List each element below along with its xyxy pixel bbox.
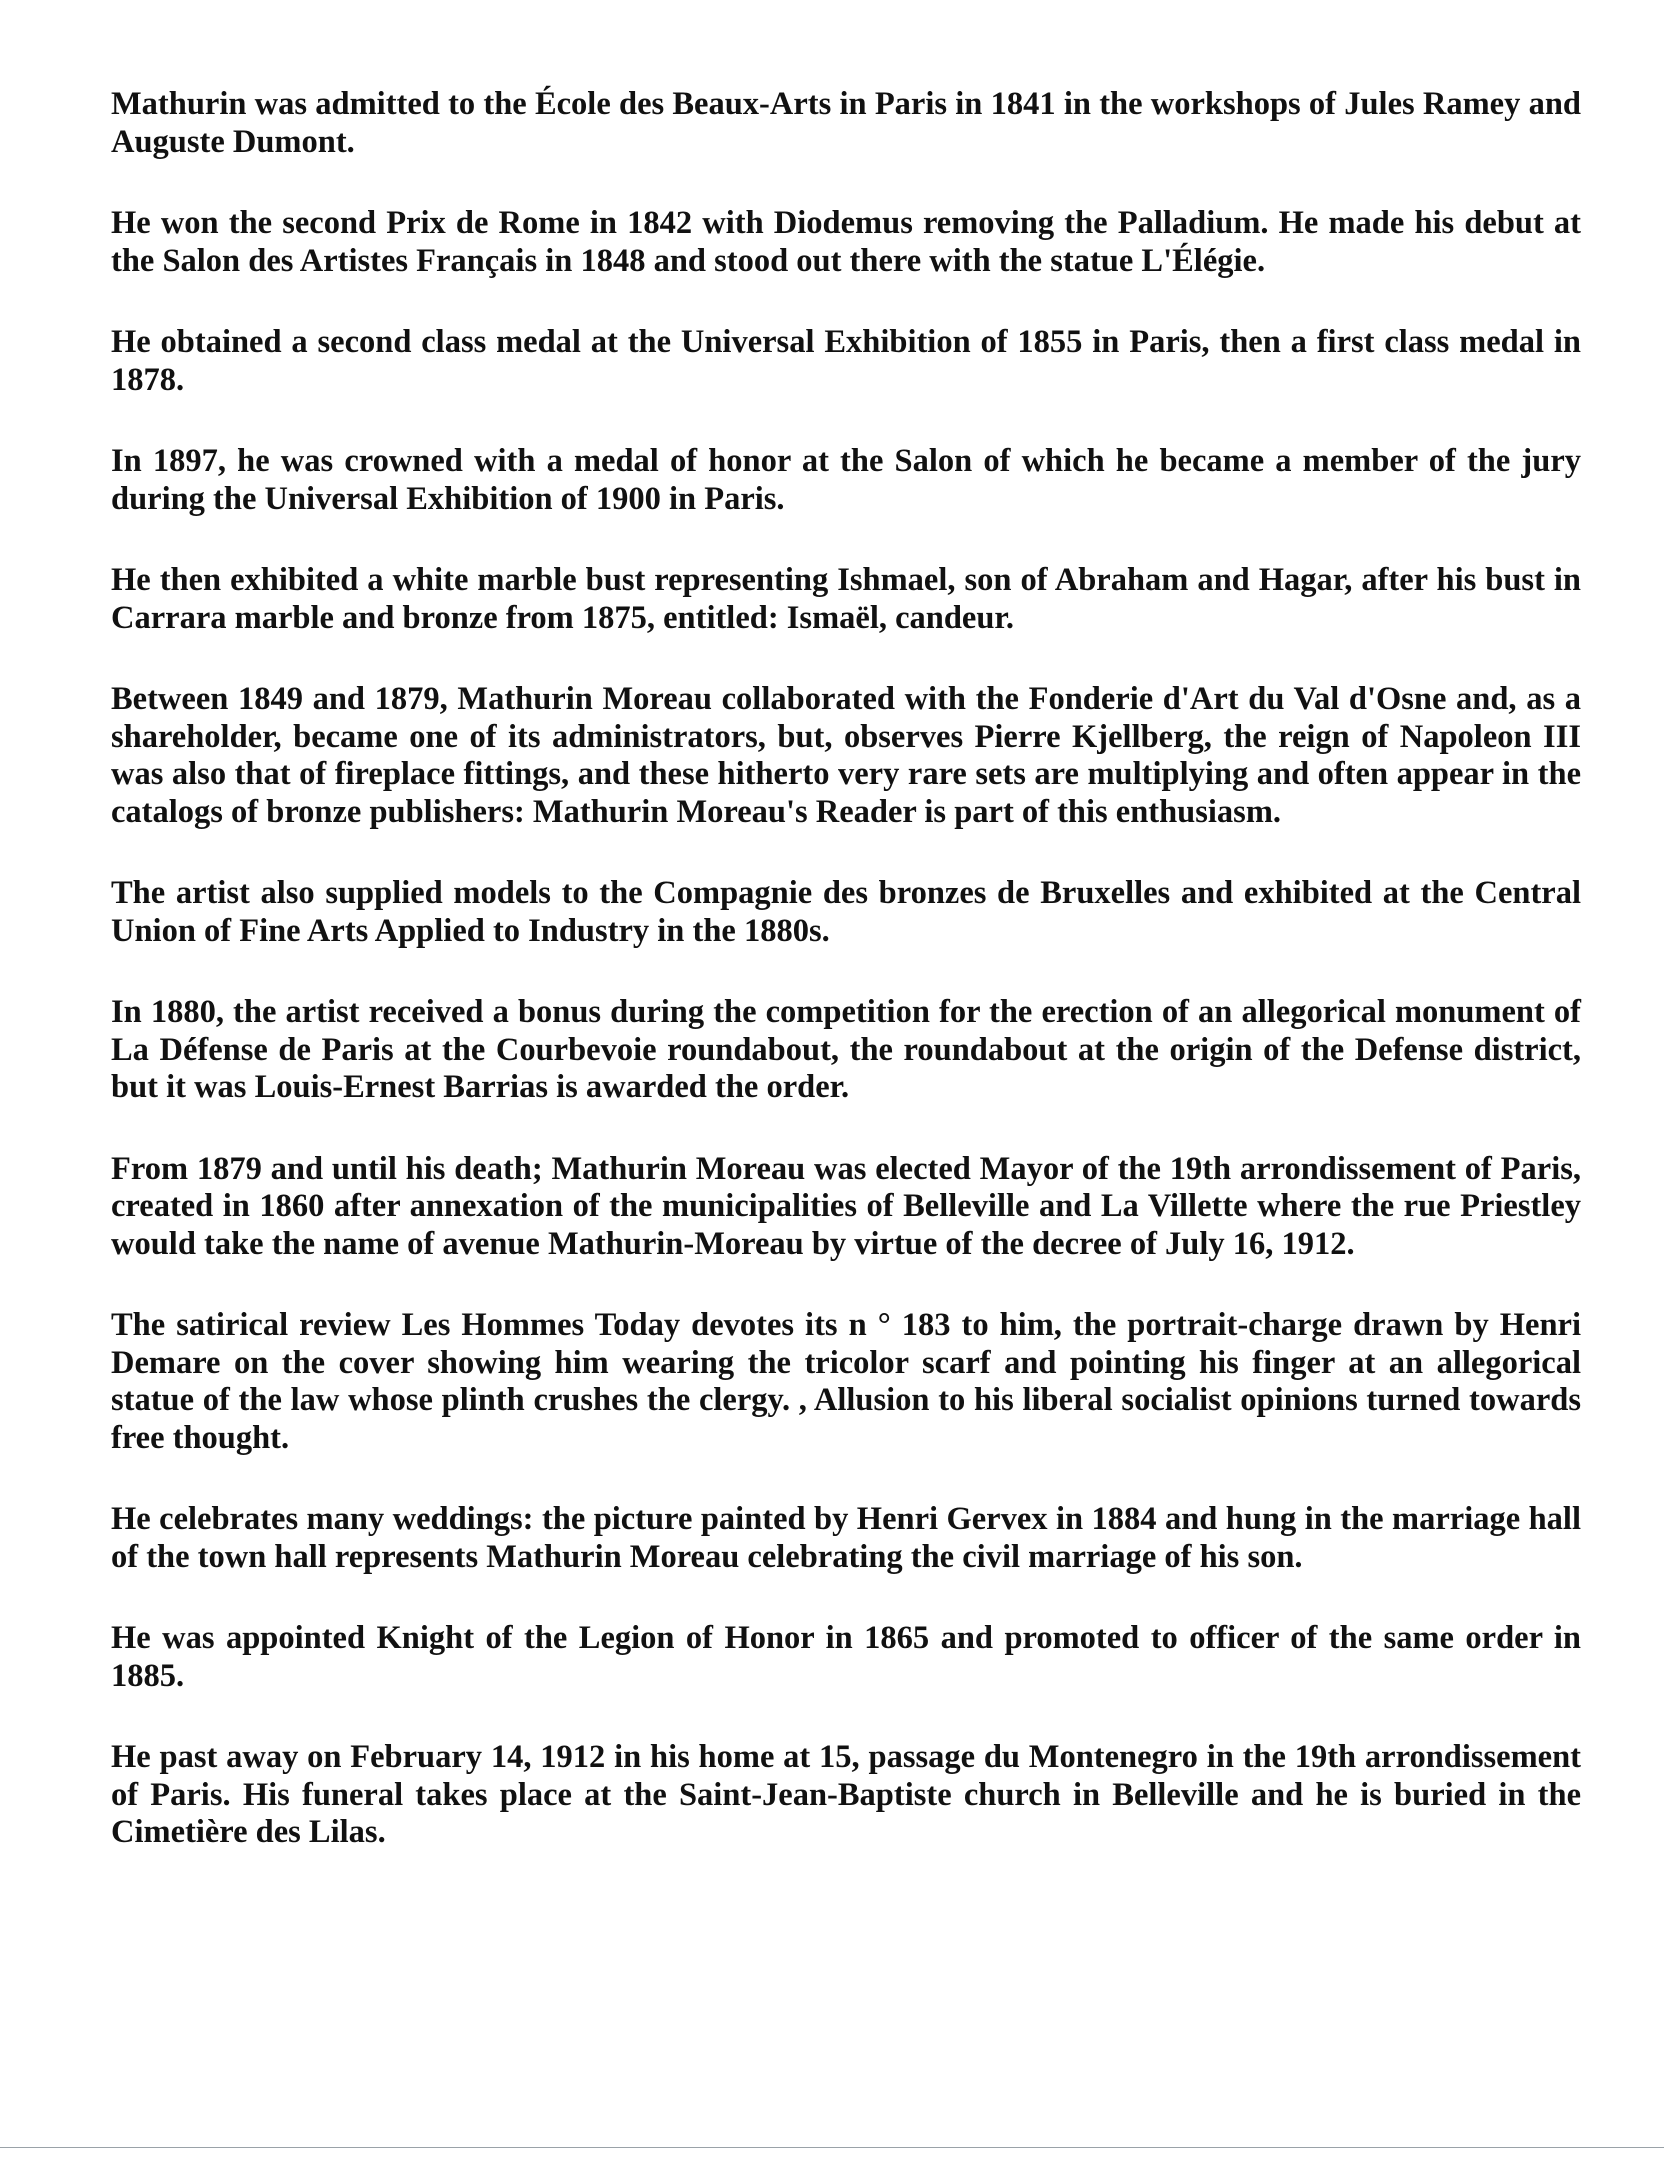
- paragraph: He past away on February 14, 1912 in his home at 15, passage du Montenegro in the 19th arrondissement of Paris. His funeral takes place at the Saint-Jean-Baptiste church in Belleville and he is buried in the Cimetière des Lilas.: [111, 1739, 1581, 1850]
- paragraph: Between 1849 and 1879, Mathurin Moreau collaborated with the Fonderie d'Art du Val d'Osne and, as a shareholder, became one of its administrators, but, observes Pierre Kjellberg, the reign of Napoleon III was also that of fireplace fittings, and these hitherto very rare sets are multiplying and often appear in the catalogs of bronze publishers: Mathurin Moreau's Reader is part of this enthusiasm.: [111, 681, 1581, 830]
- document-body: [111, 86, 1581, 1852]
- page-bottom-divider: [0, 2147, 1664, 2148]
- paragraph: In 1897, he was crowned with a medal of honor at the Salon of which he became a member of the jury during the Universal Exhibition of 1900 in Paris.: [111, 443, 1581, 517]
- paragraph: The satirical review Les Hommes Today devotes its n ° 183 to him, the portrait-charge drawn by Henri Demare on the cover showing him wearing the tricolor scarf and pointing his finger at an allegorical statue of the law whose plinth crushes the clergy. , Allusion to his liberal socialist opinions turned towards free thought.: [111, 1307, 1581, 1456]
- paragraph: From 1879 and until his death; Mathurin Moreau was elected Mayor of the 19th arrondissement of Paris, created in 1860 after annexation of the municipalities of Belleville and La Villette where the rue Priestley would take the name of avenue Mathurin-Moreau by virtue of the decree of July 16, 1912.: [111, 1150, 1581, 1262]
- paragraph: He obtained a second class medal at the Universal Exhibition of 1855 in Paris, then a first class medal in 1878.: [111, 324, 1581, 398]
- paragraph: He won the second Prix de Rome in 1842 with Diodemus removing the Palladium. He made his debut at the Salon des Artistes Français in 1848 and stood out there with the statue L'Élégie.: [111, 205, 1581, 279]
- paragraph: He celebrates many weddings: the picture painted by Henri Gervex in 1884 and hung in the marriage hall of the town hall represents Mathurin Moreau celebrating the civil marriage of his son.: [111, 1501, 1581, 1575]
- paragraph: Mathurin was admitted to the École des Beaux-Arts in Paris in 1841 in the workshops of Jules Ramey and Auguste Dumont.: [111, 86, 1581, 160]
- paragraph: The artist also supplied models to the Compagnie des bronzes de Bruxelles and exhibited at the Central Union of Fine Arts Applied to Industry in the 1880s.: [111, 875, 1581, 949]
- paragraph: He then exhibited a white marble bust representing Ishmael, son of Abraham and Hagar, after his bust in Carrara marble and bronze from 1875, entitled: Ismaël, candeur.: [111, 562, 1581, 636]
- paragraph: In 1880, the artist received a bonus during the competition for the erection of an allegorical monument of La Défense de Paris at the Courbevoie roundabout, the roundabout at the origin of the Defense district, but it was Louis-Ernest Barrias is awarded the order.: [111, 994, 1581, 1105]
- paragraph: He was appointed Knight of the Legion of Honor in 1865 and promoted to officer of the same order in 1885.: [111, 1620, 1581, 1694]
